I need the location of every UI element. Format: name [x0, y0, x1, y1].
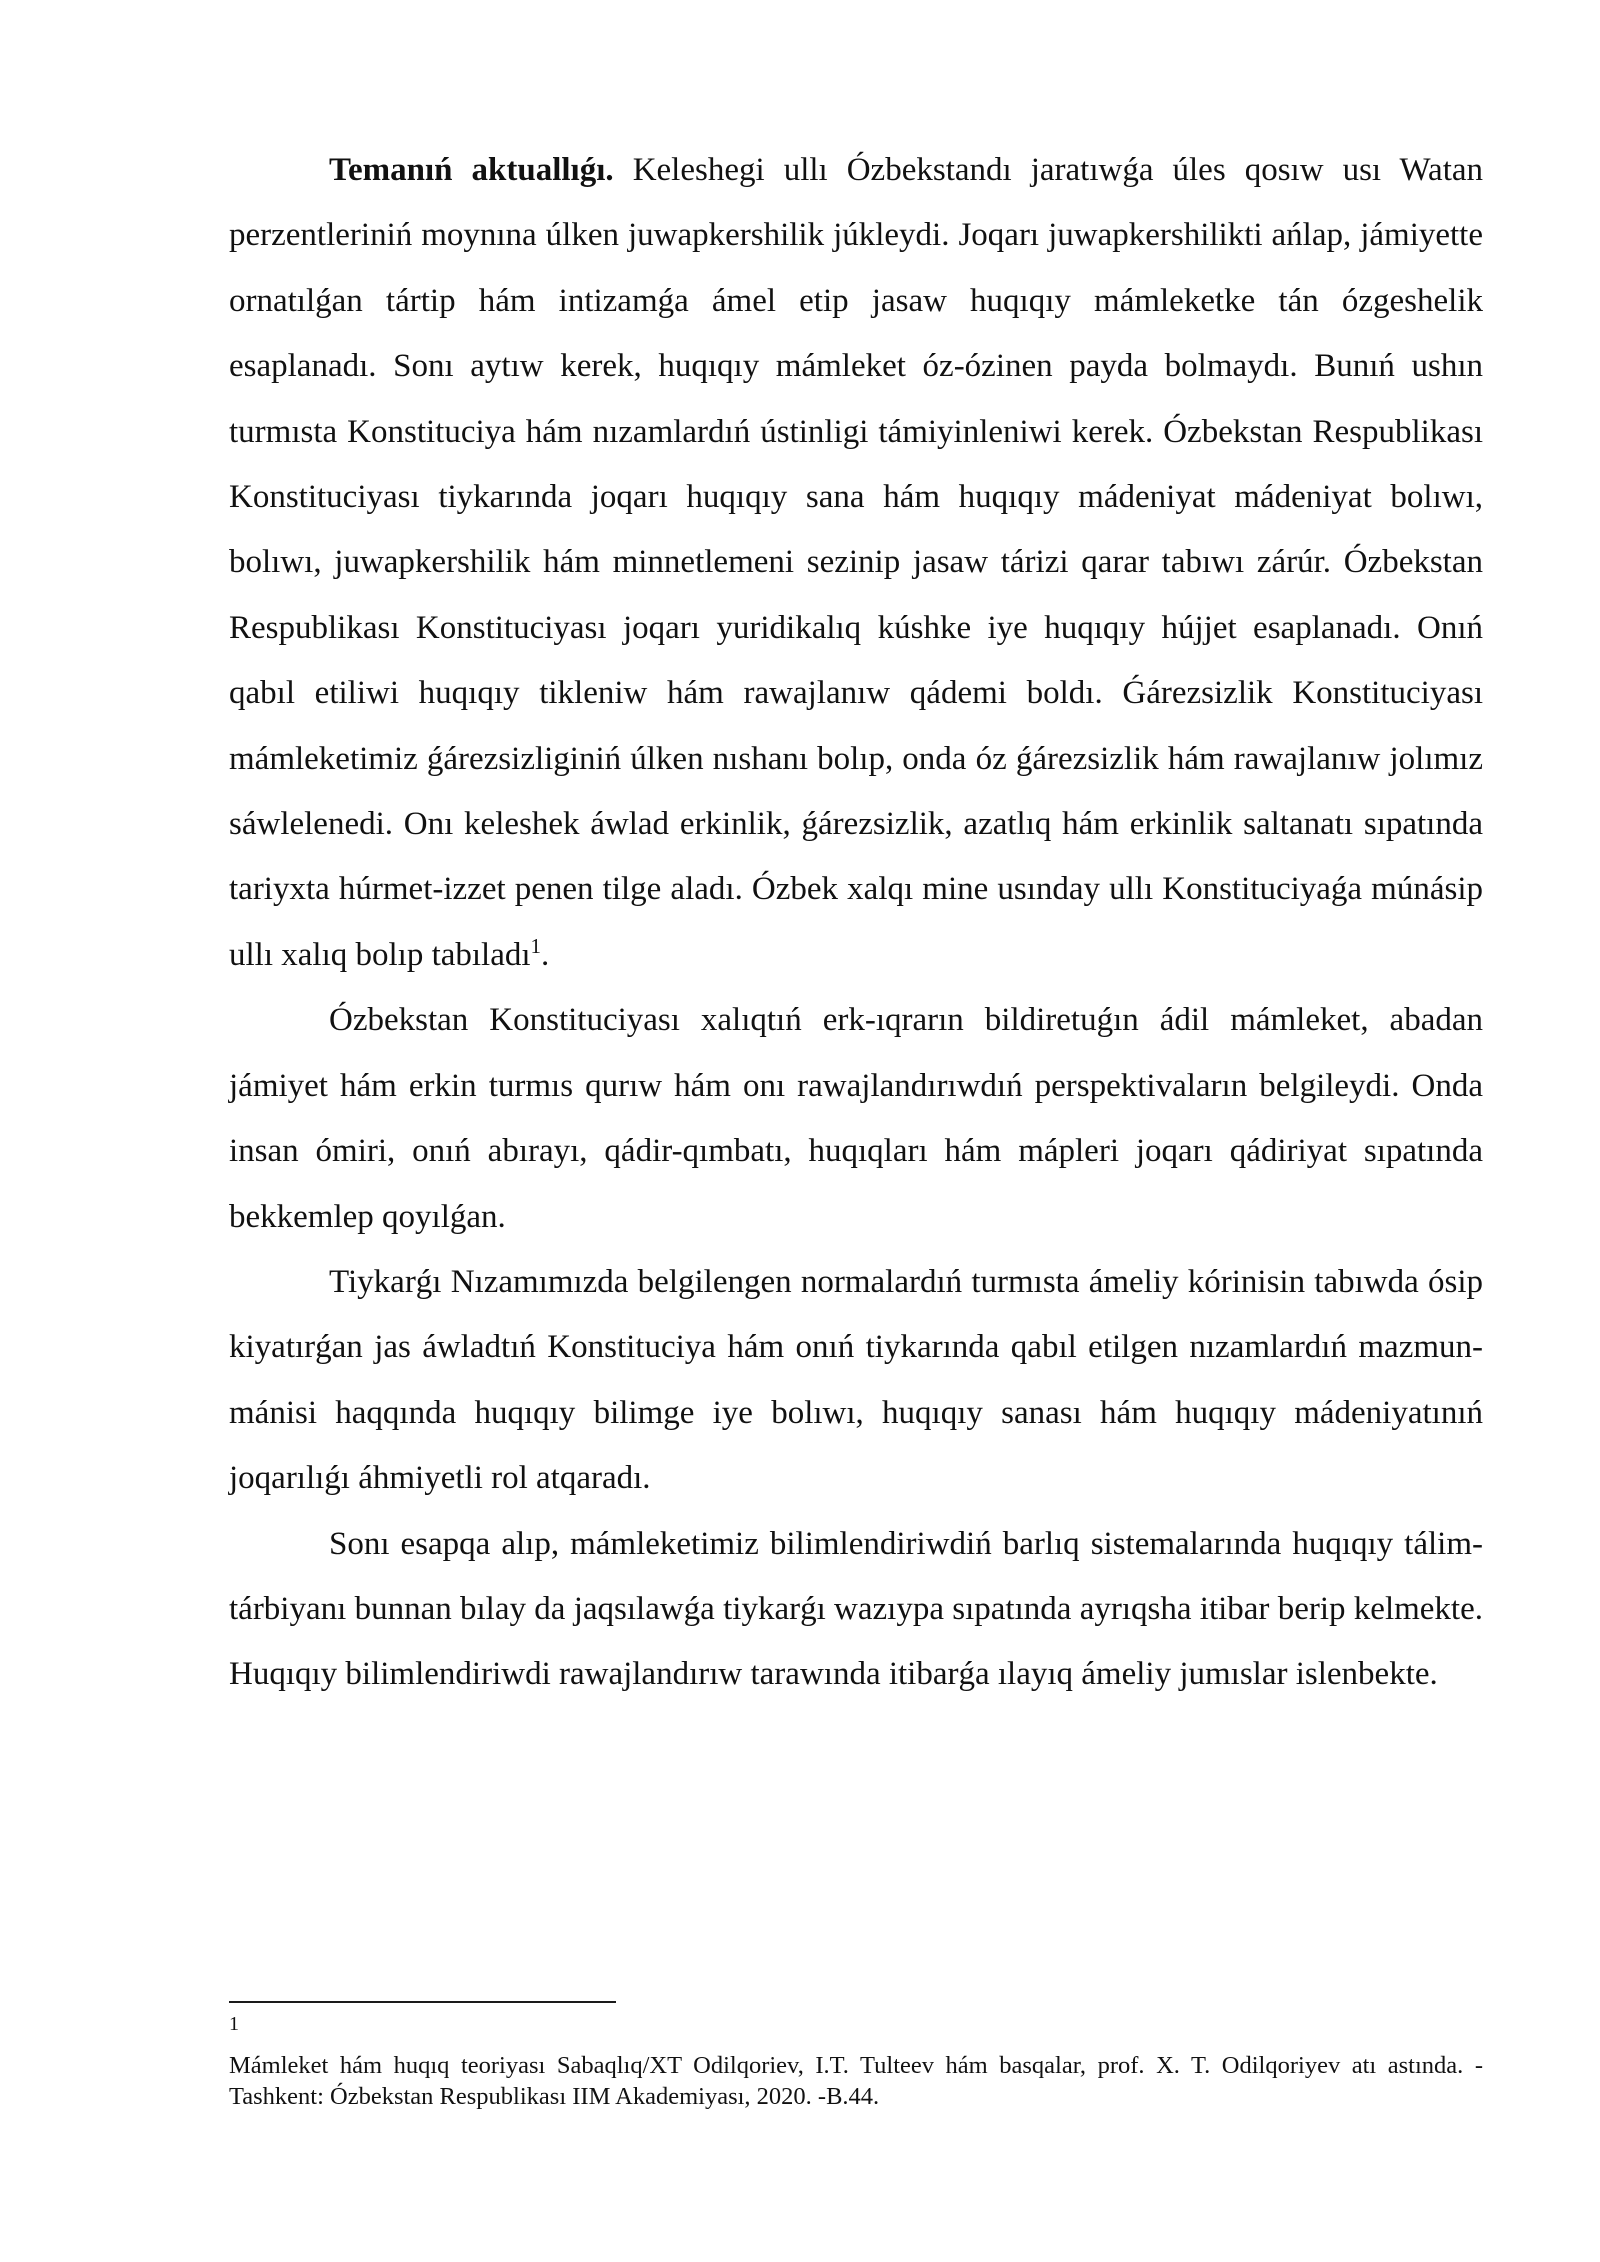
section-lead-heading: Temanıń aktuallıǵı.: [329, 152, 614, 188]
paragraph-1-end: .: [541, 936, 550, 973]
paragraph-1: [229, 138, 1483, 988]
footnote-reference: 1: [530, 933, 542, 958]
footnote-number: 1: [229, 2013, 239, 2035]
paragraph-3: Tiykarǵı Nızamımızda belgilengen normalardıń turmısta ámeliy kórinisin tabıwda ósip kiyatırǵan jas áwladtıń Konstituciya hám onıń tiykarında qabıl etilgen nızamlardıń mazmun-mánisi haqqında huqıqıy bilimge iye bolıwı, huqıqıy sanası hám huqıqıy mádeniyatınıń joqarılıǵı áhmiyetli rol atqaradı.: [229, 1263, 1483, 1497]
paragraph-1-text: Keleshegi ullı Ózbekstandı jaratıwǵa úles qosıw usı Watan perzentleriniń moynına úlken juwapkershilik júkleydi. Joqarı juwapkershilikti ańlap, jámiyette ornatılǵan tártip hám intizamǵa ámel etip jasaw huqıqıy mámleketke tán ózgeshelik esaplanadı. Sonı aytıw kerek, huqıqıy mámleket óz-ózinen payda bolmaydı. Bunıń ushın turmısta Konstituciya hám nızamlardıń ústinligi támiyinleniwi kerek. Ózbekstan Respublikası Konstituciyası tiykarında joqarı huqıqıy sana hám huqıqıy mádeniyat mádeniyat bolıwı, bolıwı, juwapkershilik hám minnetlemeni sezinip jasaw tárizi qarar tabıwı zárúr. Ózbekstan Respublikası Konstituciyası joqarı yuridikalıq kúshke iye huqıqıy hújjet esaplanadı. Onıń qabıl etiliwi huqıqıy tikleniw hám rawajlanıw qádemi boldı. Ǵárezsizlik Konstituciyası mámleketimiz ǵárezsizliginiń úlken nıshanı bolıp, onda óz ǵárezsizlik hám rawajlanıw jolımız sáwlelenedi. Onı keleshek áwlad erkinlik, ǵárezsizlik, azatlıq hám erkinlik saltanatı sıpatında tariyxta húrmet-izzet penen tilge aladı. Ózbek xalqı mine usınday ullı Konstituciyaǵa múnásip ullı xalıq bolıp tabıladı: [229, 152, 1484, 973]
footnote-text: Mámleket hám huqıq teoriyası Sabaqlıq/XT Odilqoriev, I.T. Tulteev hám basqalar, prof. X. T. Odilqoriyev atı astında. - Tashkent: Ózbekstan Respublikası IIM Akademiyası, 2020. -B.44.: [229, 2052, 1483, 2110]
paragraph-2: Ózbekstan Konstituciyası xalıqtıń erk-ıqrarın bildiretuǵın ádil mámleket, abadan jámiyet hám erkin turmıs qurıw hám onı rawajlandırıwdıń perspektivaların belgileydi. Onda insan ómiri, onıń abırayı, qádir-qımbatı, huqıqları hám mápleri joqarı qádiriyat sıpatında bekkemlep qoyılǵan.: [229, 1002, 1483, 1235]
body-text: [229, 138, 1483, 1708]
footnote-separator: [229, 2001, 616, 2003]
paragraph-4: Sonı esapqa alıp, mámleketimiz bilimlendiriwdiń barlıq sistemalarında huqıqıy tálim-tárbiyanı bunnan bılay da jaqsılawǵa tiykarǵı wazıypa sıpatında ayrıqsha itibar berip kelmekte. Huqıqıy bilimlendiriwdi rawajlandırıw tarawında itibarǵa ılayıq ámeliy jumıslar islenbekte.: [229, 1525, 1483, 1693]
